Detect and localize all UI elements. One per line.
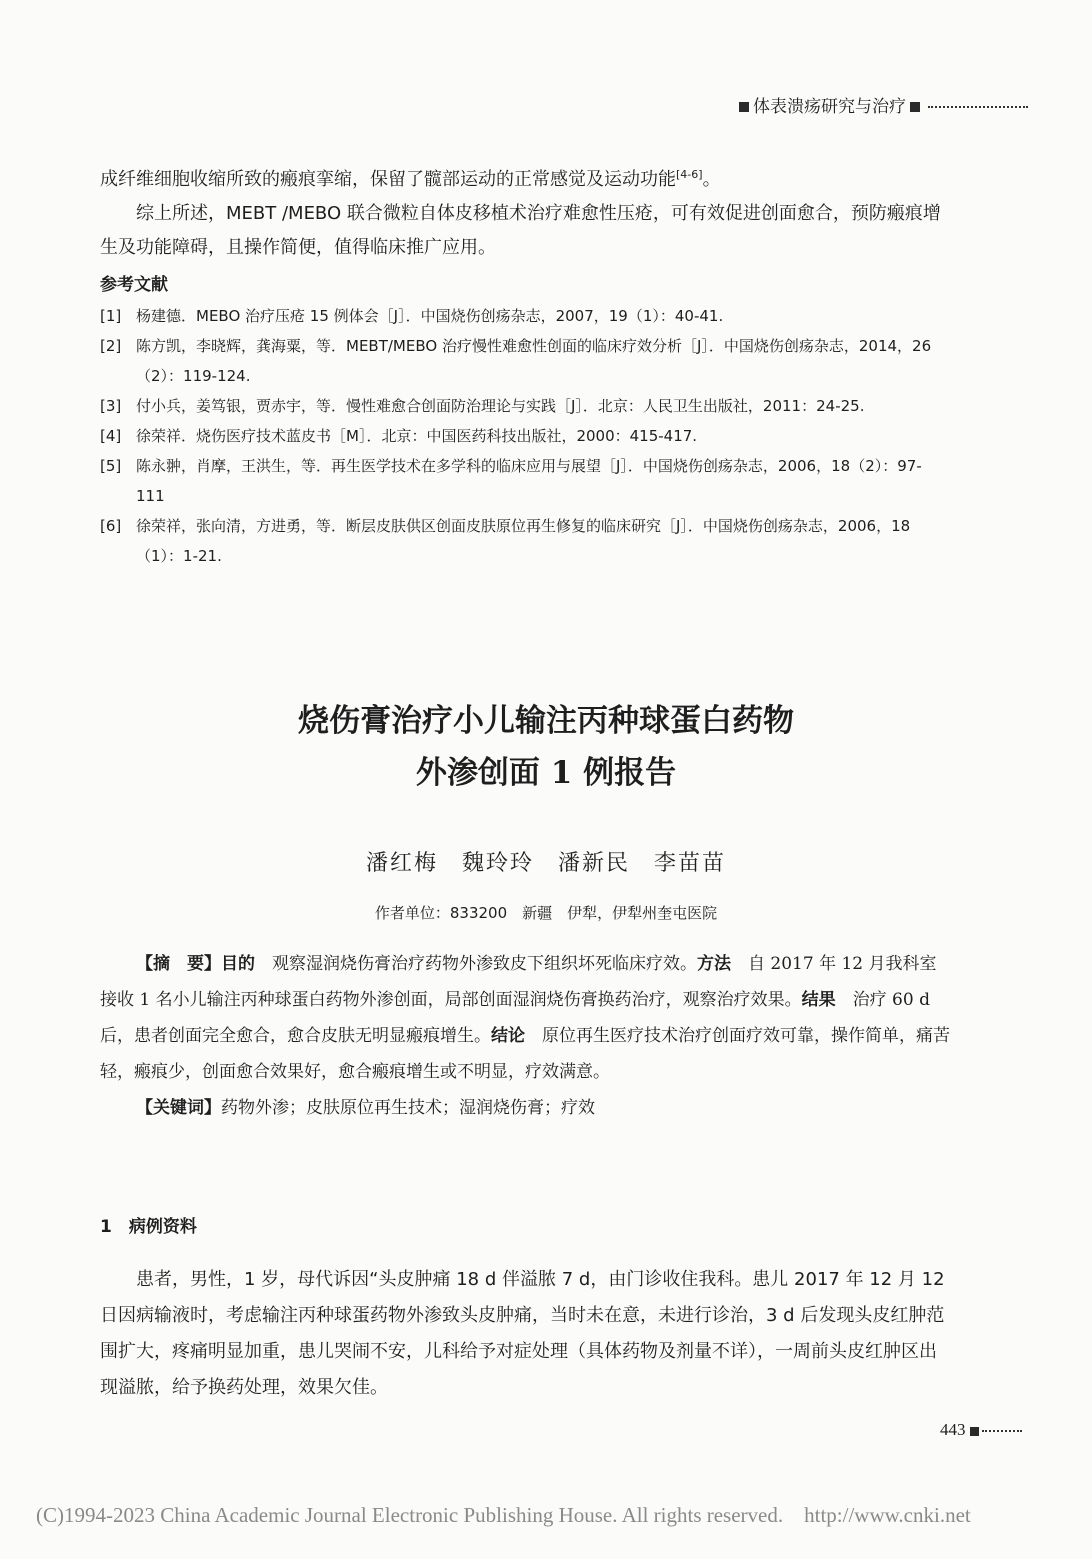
header-section-title: 体表溃疡研究与治疗	[753, 97, 906, 117]
title-line-1: 烧伤膏治疗小儿输注丙种球蛋白药物	[298, 703, 794, 739]
citation: [4-6]	[676, 168, 703, 181]
authors: 潘红梅 魏玲玲 潘新民 李苗苗	[365, 851, 726, 876]
conclusion-paragraph: 综上所述，MEBT /MEBO 联合微粒自体皮移植术治疗难愈性压疮，可有效促进创面愈合，预防瘢痕增生及功能障碍，且操作简便，值得临床推广应用。	[100, 203, 941, 258]
header-square-icon	[739, 102, 749, 112]
running-header	[735, 92, 1028, 117]
footer-dotted-rule	[982, 1430, 1022, 1432]
page-number: 443	[940, 1420, 966, 1439]
references	[100, 270, 950, 571]
article-title	[0, 695, 1092, 799]
reference-item: [1] 杨建德．MEBO 治疗压疮 15 例体会［J］．中国烧伤创疡杂志，2007，19（1）：40-41.	[100, 307, 724, 325]
reference-item: [4] 徐荣祥．烧伤医疗技术蓝皮书［M］．北京：中国医药科技出版社，2000：415-417.	[100, 427, 698, 445]
references-list	[100, 301, 950, 571]
intro-text	[100, 158, 950, 265]
title-line-2: 外渗创面 1 例报告	[415, 755, 677, 791]
abstract	[100, 946, 950, 1126]
reference-item: [2] 陈方凯，李晓辉，龚海粟，等．MEBT/MEBO 治疗慢性难愈性创面的临床疗效分析［J］．中国烧伤创疡杂志，2014，26（2）：119-124.	[100, 337, 932, 385]
reference-item: [5] 陈永翀，肖摩，王洪生，等．再生医学技术在多学科的临床应用与展望［J］．中国烧伤创疡杂志，2006，18（2）：97-111	[100, 457, 922, 505]
header-square-icon	[910, 102, 920, 112]
reference-item: [3] 付小兵，姜笃银，贾赤宇，等．慢性难愈合创面防治理论与实践［J］．北京：人民卫生出版社，2011：24-25.	[100, 397, 865, 415]
references-title: 参考文献	[100, 275, 168, 295]
reference-item: [6] 徐荣祥，张向清，方进勇，等．断层皮肤供区创面皮肤原位再生修复的临床研究［J］．中国烧伤创疡杂志，2006，18（1）：1-21.	[100, 517, 911, 565]
copyright-notice: (C)1994-2023 China Academic Journal Electronic Publishing House. All rights reserved. http://www.cnki.net	[36, 1503, 971, 1527]
intro-line: 成纤维细胞收缩所致的瘢痕挛缩，保留了髋部运动的正常感觉及运动功能[4-6]。	[100, 168, 721, 190]
section-heading: 1 病例资料	[100, 1217, 197, 1237]
case-paragraph: 患者，男性，1 岁，母代诉因“头皮肿痛 18 d 伴溢脓 7 d，由门诊收住我科。患儿 2017 年 12 月 12 日因病输液时，考虑输注丙种球蛋药物外渗致头皮肿痛，当时未在意，未进行诊治，3 d 后发现头皮红肿范围扩大，疼痛明显加重，患儿哭闹不安，儿科给予对症处理（具体药物及剂量不详），一周前头皮红肿区出现溢脓，给予换药处理，效果欠佳。	[100, 1269, 945, 1398]
header-dotted-rule	[928, 106, 1028, 108]
footer-square-icon	[970, 1427, 979, 1436]
affiliation: 作者单位：833200 新疆 伊犁，伊犁州奎屯医院	[374, 904, 718, 922]
page-footer	[940, 1420, 1022, 1440]
abstract-paragraph: 【摘 要】目的 观察湿润烧伤膏治疗药物外渗致皮下组织坏死临床疗效。方法 自 2017 年 12 月我科室接收 1 名小儿输注丙种球蛋白药物外渗创面，局部创面湿润烧伤膏换药治疗，观察治疗效果。结果 治疗 60 d 后，患者创面完全愈合，愈合皮肤无明显瘢痕增生。结论 原位再生医疗技术治疗创面疗效可靠，操作简单，痛苦轻，瘢痕少，创面愈合效果好，愈合瘢痕增生或不明显，疗效满意。	[100, 954, 950, 1082]
keywords: 【关键词】药物外渗；皮肤原位再生技术；湿润烧伤膏；疗效	[136, 1098, 595, 1118]
